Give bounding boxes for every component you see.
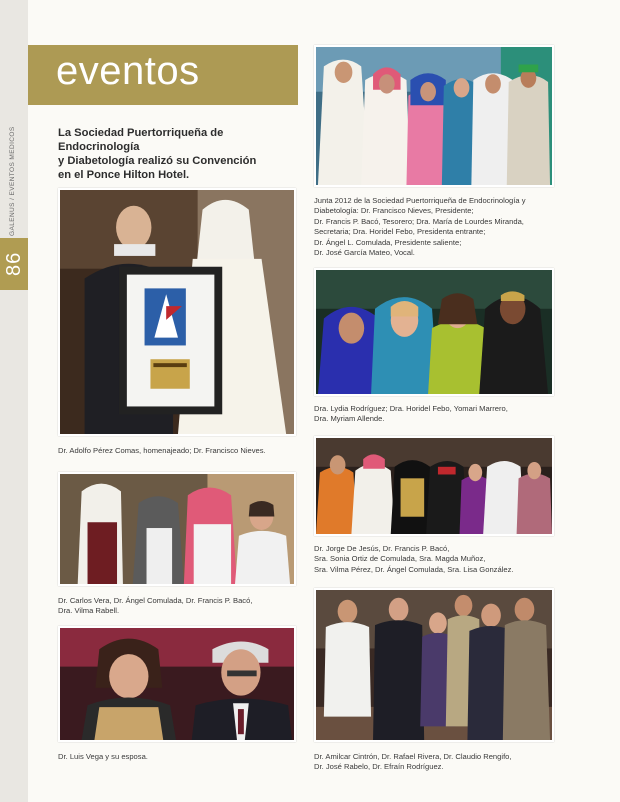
photo-costume [314,436,554,536]
caption-line: Junta 2012 de la Sociedad Puertorriqueña de Endocrinología y [314,196,526,205]
caption-line: Sra. Sonia Ortiz de Comulada, Sra. Magda Muñoz, [314,554,486,564]
caption-men [314,752,512,773]
photo-ladies-image [316,270,552,394]
intro-line: La Sociedad Puertorriqueña de Endocrinología [58,127,224,153]
page-number: 86 [3,251,25,276]
intro-line: en el Ponce Hilton Hotel. [58,169,190,181]
photo-junta [314,45,554,187]
caption-line: Dr. Francis P. Bacó, Tesorero; Dra. María de Lourdes Miranda, [314,216,524,226]
caption-costume [314,544,514,575]
caption-line: Dr. Carlos Vera, Dr. Ángel Comulada, Dr. Francis P. Bacó, [58,596,253,605]
section-title: eventos [56,49,200,93]
caption-line: Diabetología: Dr. Francisco Nieves, Presidente; [314,206,474,216]
caption-line: Dr. Adolfo Pérez Comas, homenajeado; Dr. Francisco Nieves. [58,446,266,455]
intro-text [58,126,303,182]
section-banner [28,45,298,105]
caption-line: Secretaria; Dra. Horidel Febo, Presidenta entrante; [314,227,486,237]
caption-line: Dr. Jorge De Jesús, Dr. Francis P. Bacó, [314,544,450,553]
section-side-label: GALENUS / EVENTOS MEDICOS [9,126,16,236]
photo-group4 [58,472,296,586]
photo-award [58,188,296,436]
caption-junta [314,196,526,258]
caption-group4 [58,596,252,617]
photo-junta-image [316,47,552,185]
caption-line: Dra. Myriam Allende. [314,414,385,424]
photo-couple [58,626,296,742]
caption-line: Dr. Amilcar Cintrón, Dr. Rafael Rivera, Dr. Claudio Rengifo, [314,752,512,761]
intro-line: y Diabetología realizó su Convención [58,155,257,167]
caption-line: Dra. Lydia Rodríguez; Dra. Horidel Febo, Yomari Marrero, [314,404,508,413]
caption-line: Dra. Vilma Rabell. [58,606,120,616]
photo-ladies [314,268,554,396]
photo-couple-image [60,628,294,740]
caption-line: Dr. Luis Vega y su esposa. [58,752,148,761]
caption-couple [58,752,148,762]
caption-award [58,446,266,456]
photo-men-image [316,590,552,740]
photo-award-image [60,190,294,434]
caption-line: Dr. José Rabelo, Dr. Efraín Rodríguez. [314,762,444,772]
photo-men [314,588,554,742]
caption-line: Dr. Ángel L. Comulada, Presidente saliente; [314,237,462,247]
caption-ladies [314,404,508,425]
caption-line: Dr. José García Mateo, Vocal. [314,248,415,258]
caption-line: Sra. Vilma Pérez, Dr. Ángel Comulada, Sra. Lisa González. [314,564,514,574]
photo-costume-image [316,438,552,534]
photo-group4-image [60,474,294,584]
